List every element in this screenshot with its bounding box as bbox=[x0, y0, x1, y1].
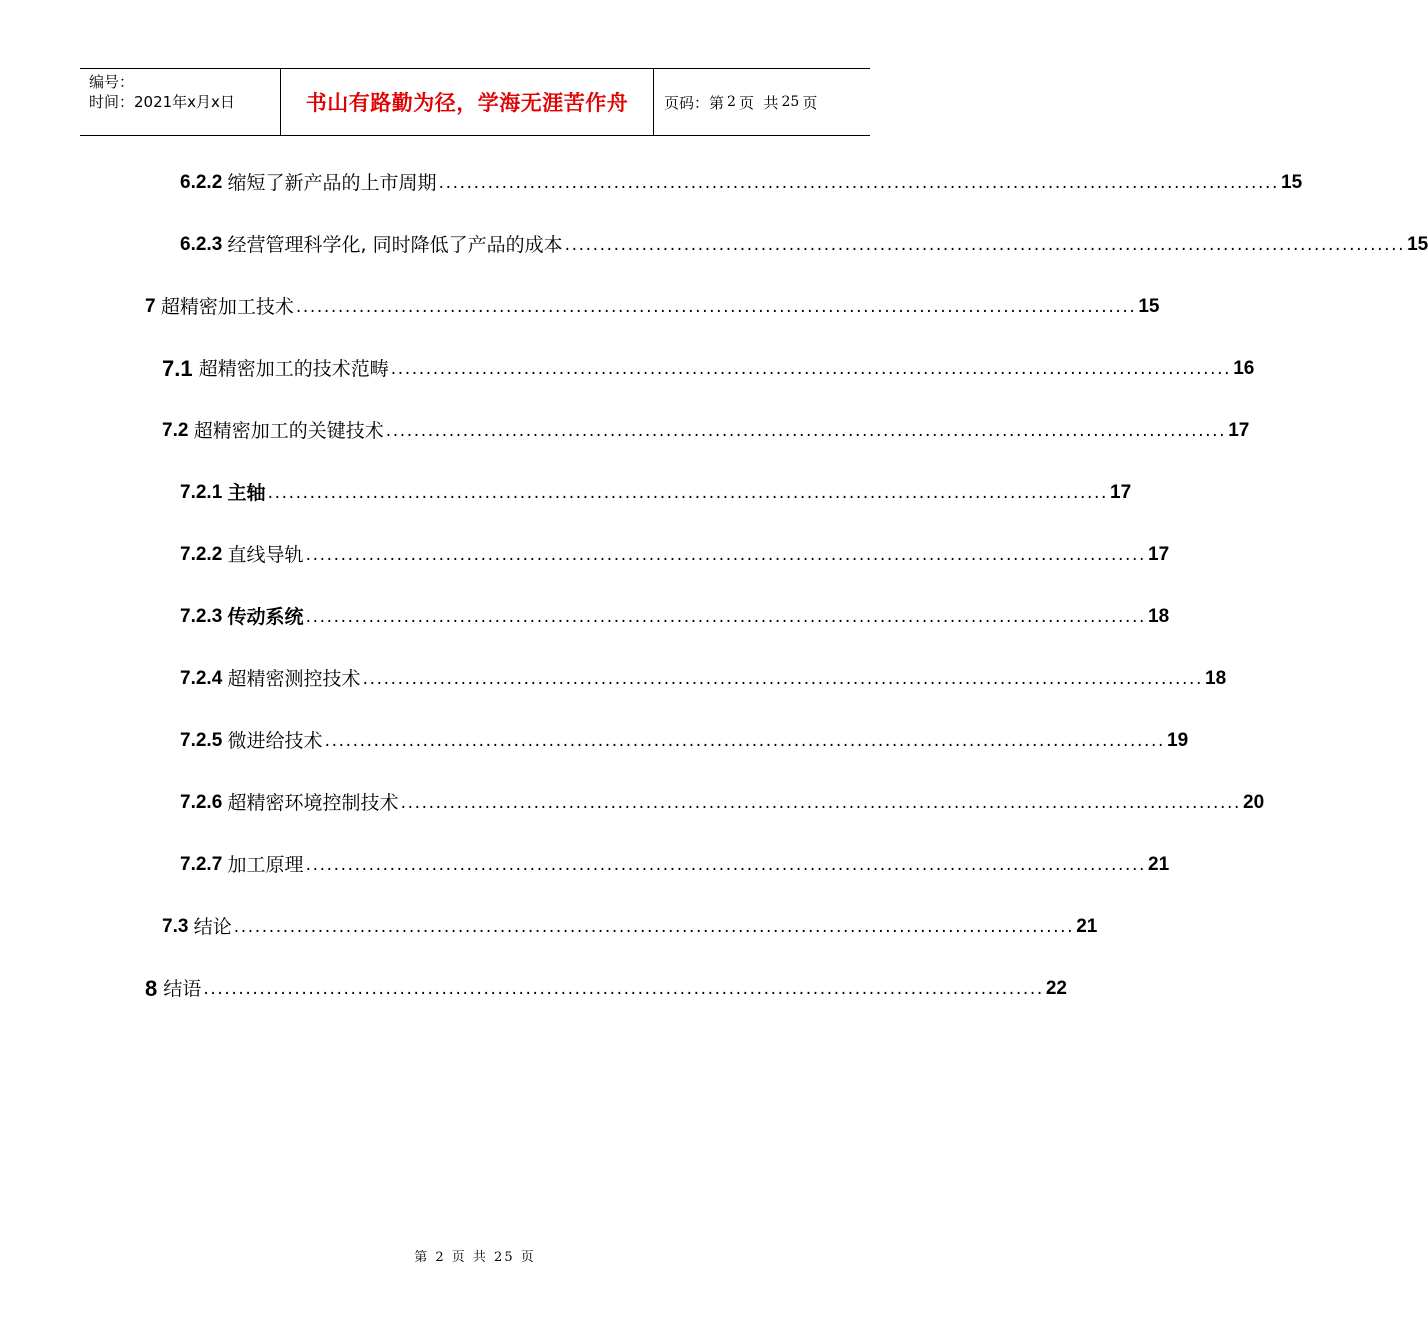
toc-leader: ........................................................................................................................ bbox=[564, 235, 1406, 255]
toc-entry[interactable] bbox=[180, 728, 1189, 754]
toc-entry[interactable] bbox=[180, 170, 1303, 196]
toc-number: 7.2 bbox=[162, 420, 194, 441]
toc-page: 17 bbox=[1228, 420, 1250, 441]
toc-entry[interactable] bbox=[180, 480, 1132, 506]
page-total: 25 bbox=[781, 94, 800, 110]
toc-number: 6.2.3 bbox=[180, 234, 228, 255]
toc-title: 结论 bbox=[193, 916, 232, 938]
toc-leader: ........................................................................................................................ bbox=[295, 297, 1137, 317]
toc-title: 超精密加工的技术范畴 bbox=[198, 358, 389, 380]
date-label: 时间：2021年x月x日 bbox=[89, 93, 235, 111]
toc-number: 6.2.2 bbox=[180, 172, 228, 193]
toc-number: 7.3 bbox=[162, 916, 194, 937]
toc-entry[interactable] bbox=[180, 542, 1170, 568]
page-suffix: 页 bbox=[802, 93, 818, 112]
page-header bbox=[80, 68, 870, 136]
toc-page: 15 bbox=[1281, 172, 1303, 193]
toc-page: 15 bbox=[1407, 234, 1428, 255]
serial-label: 编号： bbox=[89, 73, 135, 91]
toc-title: 加工原理 bbox=[227, 854, 304, 876]
toc-number: 7.2.3 bbox=[180, 606, 228, 627]
toc-number: 7.1 bbox=[162, 356, 199, 381]
toc-entry[interactable] bbox=[145, 294, 1160, 320]
toc-entry[interactable] bbox=[145, 976, 1067, 1002]
toc-page: 20 bbox=[1243, 792, 1265, 813]
toc-entry[interactable] bbox=[180, 790, 1265, 816]
toc-page: 19 bbox=[1167, 730, 1189, 751]
toc-page: 21 bbox=[1148, 854, 1170, 875]
toc-leader: ........................................................................................................................ bbox=[400, 793, 1242, 813]
toc-title: 超精密加工技术 bbox=[160, 296, 294, 318]
toc-leader: ........................................................................................................................ bbox=[203, 979, 1044, 999]
toc-page: 18 bbox=[1205, 668, 1227, 689]
toc-entry[interactable] bbox=[180, 852, 1170, 878]
toc-title: 微进给技术 bbox=[227, 730, 323, 752]
header-motto-cell bbox=[281, 69, 654, 135]
toc-page: 17 bbox=[1148, 544, 1170, 565]
page-current: 2 bbox=[727, 94, 736, 110]
toc-number: 7.2.7 bbox=[180, 854, 228, 875]
toc-leader: ........................................................................................................................ bbox=[362, 669, 1204, 689]
toc-title: 主轴 bbox=[227, 482, 266, 504]
toc-number: 7.2.2 bbox=[180, 544, 228, 565]
toc-leader: ........................................................................................................................ bbox=[324, 731, 1166, 751]
toc-number: 7.2.1 bbox=[180, 482, 228, 503]
toc-leader: ........................................................................................................................ bbox=[305, 607, 1147, 627]
toc-leader: ........................................................................................................................ bbox=[305, 545, 1147, 565]
toc-number: 8 bbox=[145, 976, 164, 1001]
toc-title: 经营管理科学化, 同时降低了产品的成本 bbox=[227, 234, 563, 256]
toc-entry[interactable] bbox=[180, 666, 1227, 692]
toc-title: 结语 bbox=[163, 978, 202, 1000]
toc-entry[interactable] bbox=[180, 604, 1170, 630]
toc-page: 21 bbox=[1076, 916, 1098, 937]
toc-title: 超精密测控技术 bbox=[227, 668, 361, 690]
toc-page: 18 bbox=[1148, 606, 1170, 627]
toc-leader: ........................................................................................................................ bbox=[385, 421, 1227, 441]
header-page-cell bbox=[654, 69, 870, 135]
toc-leader: ........................................................................................................................ bbox=[438, 173, 1280, 193]
toc-page: 22 bbox=[1045, 978, 1067, 999]
toc-page: 16 bbox=[1233, 358, 1255, 379]
toc-leader: ........................................................................................................................ bbox=[390, 359, 1232, 379]
toc-title: 超精密加工的关键技术 bbox=[193, 420, 384, 442]
toc-page: 15 bbox=[1138, 296, 1160, 317]
toc-entry[interactable] bbox=[162, 356, 1255, 382]
motto-text: 书山有路勤为径，学海无涯苦作舟 bbox=[305, 91, 629, 115]
toc-title: 传动系统 bbox=[227, 606, 304, 628]
toc-number: 7.2.6 bbox=[180, 792, 228, 813]
toc-leader: ........................................................................................................................ bbox=[305, 855, 1147, 875]
toc-number: 7 bbox=[145, 296, 161, 317]
toc-leader: ........................................................................................................................ bbox=[233, 917, 1075, 937]
page-mid: 页 共 bbox=[738, 93, 779, 112]
toc-entry[interactable] bbox=[162, 914, 1098, 940]
toc-title: 缩短了新产品的上市周期 bbox=[227, 172, 437, 194]
toc-entry[interactable] bbox=[180, 232, 1428, 258]
page-prefix: 页码：第 bbox=[664, 93, 725, 112]
page-footer: 第 2 页 共 25 页 bbox=[414, 1250, 536, 1265]
toc-number: 7.2.4 bbox=[180, 668, 228, 689]
toc-entry[interactable] bbox=[162, 418, 1250, 444]
toc-title: 直线导轨 bbox=[227, 544, 304, 566]
header-meta-cell bbox=[80, 69, 281, 135]
toc-page: 17 bbox=[1110, 482, 1132, 503]
toc-title: 超精密环境控制技术 bbox=[227, 792, 399, 814]
toc-number: 7.2.5 bbox=[180, 730, 228, 751]
toc-leader: ........................................................................................................................ bbox=[267, 483, 1109, 503]
